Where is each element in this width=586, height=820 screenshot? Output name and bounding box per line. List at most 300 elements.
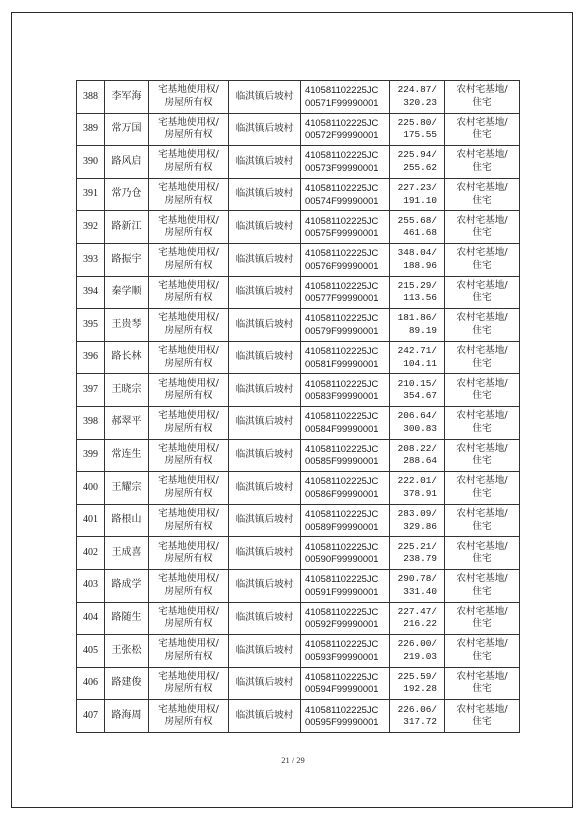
cell-unit-code-text: 00595F99990001 [305, 716, 379, 728]
cell-area [390, 211, 445, 244]
cell-unit-code-text: 00576F99990001 [305, 259, 379, 271]
cell-location [229, 81, 301, 114]
cell-unit-code-text: 00572F99990001 [305, 129, 379, 141]
cell-right-type [149, 276, 229, 309]
table-row [77, 374, 520, 407]
table-row [77, 211, 520, 244]
cell-right-type-text: 宅基地使用权/ [158, 377, 219, 389]
cell-unit-code-text: 410581102225JC [305, 638, 379, 650]
cell-right-type-text: 房屋所有权 [164, 716, 213, 728]
cell-right-type-text: 房屋所有权 [164, 650, 213, 662]
cell-usage-text: 农村宅基地/ [456, 410, 508, 422]
cell-unit-code-text: 410581102225JC [305, 279, 379, 291]
cell-location-text: 临淇镇后坡村 [235, 318, 294, 330]
cell-usage-text: 农村宅基地/ [456, 508, 508, 520]
cell-usage [445, 211, 520, 244]
cell-owner-name [105, 602, 149, 635]
cell-right-type-text: 房屋所有权 [164, 227, 213, 239]
cell-right-type [149, 406, 229, 439]
cell-usage [445, 374, 520, 407]
cell-usage-text: 住宅 [472, 161, 492, 173]
cell-area-text: 288.64 [403, 455, 437, 467]
cell-location-text: 临淇镇后坡村 [235, 709, 294, 721]
cell-area [390, 439, 445, 472]
cell-owner-name [105, 667, 149, 700]
cell-owner-name-text: 路根山 [111, 514, 142, 526]
cell-area-text: 188.96 [403, 259, 437, 271]
cell-unit-code-text: 00577F99990001 [305, 292, 379, 304]
cell-number [77, 146, 105, 179]
cell-usage [445, 602, 520, 635]
cell-unit-code-text: 410581102225JC [305, 116, 379, 128]
cell-area-text: 242.71/ [397, 345, 437, 357]
cell-usage [445, 472, 520, 505]
cell-unit-code-text: 410581102225JC [305, 508, 379, 520]
cell-location-text: 临淇镇后坡村 [235, 481, 294, 493]
cell-right-type [149, 243, 229, 276]
cell-area-text: 225.80/ [397, 116, 437, 128]
cell-right-type [149, 439, 229, 472]
cell-number-text: 388 [83, 90, 98, 102]
cell-number [77, 113, 105, 146]
cell-right-type-text: 宅基地使用权/ [158, 84, 219, 96]
cell-unit-code [301, 341, 390, 374]
table-row [77, 472, 520, 505]
cell-right-type-text: 房屋所有权 [164, 618, 213, 630]
cell-unit-code [301, 211, 390, 244]
cell-unit-code-text: 410581102225JC [305, 442, 379, 454]
cell-right-type [149, 374, 229, 407]
cell-right-type-text: 宅基地使用权/ [158, 605, 219, 617]
table-row [77, 309, 520, 342]
cell-unit-code [301, 146, 390, 179]
cell-usage-text: 农村宅基地/ [456, 116, 508, 128]
cell-location [229, 602, 301, 635]
cell-number-text: 393 [83, 253, 98, 265]
cell-unit-code-text: 410581102225JC [305, 540, 379, 552]
cell-usage-text: 住宅 [472, 96, 492, 108]
cell-owner-name-text: 路随生 [111, 612, 142, 624]
cell-location-text: 临淇镇后坡村 [235, 286, 294, 298]
cell-location [229, 211, 301, 244]
cell-number [77, 406, 105, 439]
cell-unit-code-text: 410581102225JC [305, 312, 379, 324]
cell-area-text: 175.55 [403, 129, 437, 141]
cell-location [229, 113, 301, 146]
cell-usage-text: 农村宅基地/ [456, 247, 508, 259]
cell-location [229, 635, 301, 668]
cell-area-text: 227.47/ [397, 605, 437, 617]
cell-number [77, 211, 105, 244]
table-row [77, 276, 520, 309]
cell-usage-text: 住宅 [472, 520, 492, 532]
cell-number [77, 341, 105, 374]
cell-number [77, 178, 105, 211]
cell-owner-name [105, 569, 149, 602]
cell-owner-name [105, 700, 149, 733]
cell-location-text: 临淇镇后坡村 [235, 416, 294, 428]
cell-owner-name [105, 113, 149, 146]
cell-owner-name [105, 406, 149, 439]
cell-number [77, 635, 105, 668]
cell-right-type-text: 宅基地使用权/ [158, 442, 219, 454]
cell-area-text: 348.04/ [397, 247, 437, 259]
cell-right-type [149, 309, 229, 342]
cell-area [390, 243, 445, 276]
cell-location [229, 243, 301, 276]
cell-unit-code [301, 439, 390, 472]
cell-usage-text: 住宅 [472, 683, 492, 695]
cell-area-text: 227.23/ [397, 182, 437, 194]
cell-usage [445, 504, 520, 537]
cell-owner-name [105, 146, 149, 179]
cell-location [229, 276, 301, 309]
cell-right-type-text: 房屋所有权 [164, 455, 213, 467]
cell-usage [445, 439, 520, 472]
cell-number-text: 400 [83, 481, 98, 493]
cell-location [229, 667, 301, 700]
cell-location-text: 临淇镇后坡村 [235, 220, 294, 232]
cell-area-text: 192.28 [403, 683, 437, 695]
cell-area [390, 406, 445, 439]
cell-usage [445, 309, 520, 342]
cell-usage-text: 住宅 [472, 455, 492, 467]
cell-usage-text: 住宅 [472, 585, 492, 597]
cell-area [390, 276, 445, 309]
cell-owner-name-text: 王耀宗 [111, 481, 142, 493]
cell-right-type [149, 504, 229, 537]
cell-unit-code [301, 374, 390, 407]
cell-usage-text: 农村宅基地/ [456, 377, 508, 389]
cell-owner-name-text: 路建俊 [111, 677, 142, 689]
cell-unit-code-text: 410581102225JC [305, 573, 379, 585]
table-row [77, 602, 520, 635]
cell-area-text: 378.91 [403, 487, 437, 499]
cell-area-text: 225.21/ [397, 540, 437, 552]
cell-location [229, 439, 301, 472]
cell-area-text: 329.86 [403, 520, 437, 532]
cell-unit-code [301, 113, 390, 146]
cell-area-text: 238.79 [403, 553, 437, 565]
cell-number-text: 401 [83, 514, 98, 526]
cell-area [390, 569, 445, 602]
cell-area-text: 113.56 [403, 292, 437, 304]
cell-area-text: 226.06/ [397, 703, 437, 715]
cell-number [77, 439, 105, 472]
cell-right-type [149, 113, 229, 146]
cell-right-type [149, 602, 229, 635]
cell-right-type-text: 宅基地使用权/ [158, 345, 219, 357]
cell-unit-code [301, 276, 390, 309]
cell-area-text: 216.22 [403, 618, 437, 630]
cell-usage [445, 146, 520, 179]
cell-unit-code-text: 410581102225JC [305, 84, 379, 96]
cell-usage-text: 农村宅基地/ [456, 670, 508, 682]
table-row [77, 439, 520, 472]
cell-area-text: 181.86/ [397, 312, 437, 324]
cell-usage-text: 住宅 [472, 650, 492, 662]
cell-right-type-text: 房屋所有权 [164, 357, 213, 369]
cell-number-text: 399 [83, 449, 98, 461]
cell-number-text: 391 [83, 188, 98, 200]
cell-unit-code-text: 410581102225JC [305, 182, 379, 194]
cell-owner-name-text: 路风启 [111, 155, 142, 167]
cell-usage-text: 住宅 [472, 357, 492, 369]
cell-usage-text: 农村宅基地/ [456, 605, 508, 617]
table-row [77, 667, 520, 700]
cell-number-text: 396 [83, 351, 98, 363]
cell-number-text: 405 [83, 644, 98, 656]
cell-location-text: 临淇镇后坡村 [235, 579, 294, 591]
cell-unit-code-text: 410581102225JC [305, 670, 379, 682]
cell-unit-code [301, 504, 390, 537]
cell-unit-code-text: 00571F99990001 [305, 96, 379, 108]
cell-usage-text: 住宅 [472, 129, 492, 141]
cell-usage-text: 住宅 [472, 618, 492, 630]
cell-right-type [149, 341, 229, 374]
cell-right-type-text: 房屋所有权 [164, 292, 213, 304]
cell-right-type-text: 房屋所有权 [164, 585, 213, 597]
cell-area-text: 206.64/ [397, 410, 437, 422]
cell-right-type-text: 宅基地使用权/ [158, 508, 219, 520]
cell-location-text: 临淇镇后坡村 [235, 155, 294, 167]
cell-number-text: 402 [83, 546, 98, 558]
cell-right-type-text: 宅基地使用权/ [158, 475, 219, 487]
cell-location [229, 406, 301, 439]
cell-owner-name [105, 309, 149, 342]
cell-right-type-text: 房屋所有权 [164, 487, 213, 499]
cell-usage-text: 农村宅基地/ [456, 345, 508, 357]
table-row [77, 569, 520, 602]
cell-owner-name-text: 常乃仓 [111, 188, 142, 200]
cell-usage [445, 406, 520, 439]
cell-unit-code-text: 00573F99990001 [305, 161, 379, 173]
cell-area-text: 225.59/ [397, 670, 437, 682]
cell-usage [445, 276, 520, 309]
cell-unit-code-text: 00594F99990001 [305, 683, 379, 695]
cell-unit-code-text: 410581102225JC [305, 605, 379, 617]
cell-right-type [149, 178, 229, 211]
cell-area [390, 146, 445, 179]
cell-number [77, 537, 105, 570]
cell-unit-code-text: 00592F99990001 [305, 618, 379, 630]
cell-location [229, 341, 301, 374]
cell-right-type-text: 房屋所有权 [164, 129, 213, 141]
cell-unit-code-text: 00579F99990001 [305, 324, 379, 336]
cell-number-text: 404 [83, 612, 98, 624]
cell-usage-text: 住宅 [472, 227, 492, 239]
cell-area [390, 309, 445, 342]
table-row [77, 243, 520, 276]
cell-unit-code [301, 406, 390, 439]
cell-usage-text: 住宅 [472, 259, 492, 271]
cell-right-type-text: 宅基地使用权/ [158, 540, 219, 552]
cell-owner-name [105, 341, 149, 374]
cell-area-text: 331.40 [403, 585, 437, 597]
cell-right-type-text: 宅基地使用权/ [158, 573, 219, 585]
cell-usage [445, 243, 520, 276]
cell-number-text: 394 [83, 286, 98, 298]
cell-owner-name-text: 李军海 [111, 90, 142, 102]
cell-right-type [149, 146, 229, 179]
cell-usage-text: 农村宅基地/ [456, 312, 508, 324]
cell-area-text: 215.29/ [397, 279, 437, 291]
cell-usage [445, 113, 520, 146]
cell-right-type-text: 房屋所有权 [164, 194, 213, 206]
cell-number [77, 309, 105, 342]
cell-owner-name-text: 常连生 [111, 449, 142, 461]
cell-area [390, 374, 445, 407]
cell-number-text: 398 [83, 416, 98, 428]
table-row [77, 504, 520, 537]
cell-location-text: 临淇镇后坡村 [235, 546, 294, 558]
cell-number-text: 395 [83, 318, 98, 330]
cell-usage-text: 农村宅基地/ [456, 573, 508, 585]
cell-location-text: 临淇镇后坡村 [235, 253, 294, 265]
cell-unit-code-text: 00574F99990001 [305, 194, 379, 206]
cell-usage-text: 农村宅基地/ [456, 84, 508, 96]
cell-unit-code-text: 410581102225JC [305, 247, 379, 259]
cell-area [390, 81, 445, 114]
table-row [77, 178, 520, 211]
cell-owner-name-text: 路新江 [111, 220, 142, 232]
cell-owner-name-text: 路长林 [111, 351, 142, 363]
cell-area-text: 89.19 [408, 324, 437, 336]
cell-area-text: 225.94/ [397, 149, 437, 161]
cell-owner-name-text: 秦学顺 [111, 286, 142, 298]
cell-area-text: 191.10 [403, 194, 437, 206]
cell-unit-code-text: 00584F99990001 [305, 422, 379, 434]
cell-right-type [149, 667, 229, 700]
cell-right-type [149, 537, 229, 570]
cell-owner-name-text: 王成喜 [111, 546, 142, 558]
page-number: 21 / 29 [281, 755, 305, 765]
cell-usage [445, 700, 520, 733]
cell-right-type-text: 房屋所有权 [164, 324, 213, 336]
cell-area [390, 504, 445, 537]
table-row [77, 81, 520, 114]
cell-area-text: 208.22/ [397, 442, 437, 454]
cell-right-type [149, 472, 229, 505]
cell-area-text: 210.15/ [397, 377, 437, 389]
cell-area-text: 222.01/ [397, 475, 437, 487]
cell-unit-code-text: 410581102225JC [305, 410, 379, 422]
cell-owner-name-text: 路成学 [111, 579, 142, 591]
cell-right-type-text: 宅基地使用权/ [158, 279, 219, 291]
cell-location-text: 临淇镇后坡村 [235, 677, 294, 689]
cell-unit-code [301, 700, 390, 733]
cell-area-text: 461.68 [403, 227, 437, 239]
cell-area [390, 700, 445, 733]
cell-right-type-text: 房屋所有权 [164, 683, 213, 695]
cell-right-type-text: 房屋所有权 [164, 422, 213, 434]
cell-area-text: 290.78/ [397, 573, 437, 585]
cell-number-text: 390 [83, 155, 98, 167]
cell-usage-text: 住宅 [472, 292, 492, 304]
cell-area [390, 537, 445, 570]
cell-owner-name [105, 243, 149, 276]
cell-owner-name [105, 472, 149, 505]
cell-location [229, 537, 301, 570]
cell-owner-name [105, 81, 149, 114]
cell-area-text: 104.11 [403, 357, 437, 369]
cell-unit-code [301, 602, 390, 635]
table-row [77, 113, 520, 146]
cell-unit-code [301, 667, 390, 700]
cell-owner-name [105, 374, 149, 407]
table-row [77, 537, 520, 570]
cell-unit-code [301, 472, 390, 505]
cell-unit-code-text: 00585F99990001 [305, 455, 379, 467]
cell-area-text: 255.62 [403, 161, 437, 173]
cell-usage-text: 农村宅基地/ [456, 540, 508, 552]
cell-right-type-text: 房屋所有权 [164, 553, 213, 565]
cell-number-text: 407 [83, 709, 98, 721]
cell-owner-name [105, 537, 149, 570]
cell-usage-text: 住宅 [472, 390, 492, 402]
cell-right-type-text: 宅基地使用权/ [158, 312, 219, 324]
cell-right-type-text: 宅基地使用权/ [158, 214, 219, 226]
cell-usage-text: 农村宅基地/ [456, 149, 508, 161]
cell-usage [445, 667, 520, 700]
cell-number [77, 602, 105, 635]
cell-location-text: 临淇镇后坡村 [235, 383, 294, 395]
cell-owner-name [105, 211, 149, 244]
cell-area [390, 113, 445, 146]
cell-unit-code [301, 81, 390, 114]
cell-usage-text: 农村宅基地/ [456, 182, 508, 194]
cell-number [77, 569, 105, 602]
cell-area [390, 341, 445, 374]
cell-right-type [149, 81, 229, 114]
cell-unit-code-text: 410581102225JC [305, 475, 379, 487]
cell-unit-code-text: 00586F99990001 [305, 487, 379, 499]
cell-right-type [149, 569, 229, 602]
cell-owner-name [105, 439, 149, 472]
cell-unit-code-text: 410581102225JC [305, 214, 379, 226]
table-row [77, 146, 520, 179]
cell-location [229, 700, 301, 733]
cell-unit-code [301, 309, 390, 342]
cell-location-text: 临淇镇后坡村 [235, 351, 294, 363]
cell-number [77, 472, 105, 505]
table-body [77, 81, 520, 733]
cell-unit-code-text: 00590F99990001 [305, 553, 379, 565]
cell-right-type-text: 宅基地使用权/ [158, 670, 219, 682]
cell-number-text: 403 [83, 579, 98, 591]
cell-right-type [149, 211, 229, 244]
cell-area-text: 300.83 [403, 422, 437, 434]
cell-usage-text: 农村宅基地/ [456, 638, 508, 650]
cell-area [390, 178, 445, 211]
cell-right-type-text: 宅基地使用权/ [158, 638, 219, 650]
cell-right-type-text: 宅基地使用权/ [158, 116, 219, 128]
cell-location-text: 临淇镇后坡村 [235, 612, 294, 624]
cell-owner-name [105, 178, 149, 211]
cell-usage-text: 住宅 [472, 487, 492, 499]
cell-right-type [149, 635, 229, 668]
cell-usage-text: 农村宅基地/ [456, 279, 508, 291]
cell-right-type [149, 700, 229, 733]
cell-usage [445, 635, 520, 668]
cell-unit-code-text: 00591F99990001 [305, 585, 379, 597]
cell-number [77, 374, 105, 407]
cell-unit-code-text: 00581F99990001 [305, 357, 379, 369]
cell-location-text: 临淇镇后坡村 [235, 188, 294, 200]
cell-usage-text: 住宅 [472, 716, 492, 728]
cell-location [229, 309, 301, 342]
cell-area-text: 224.87/ [397, 84, 437, 96]
